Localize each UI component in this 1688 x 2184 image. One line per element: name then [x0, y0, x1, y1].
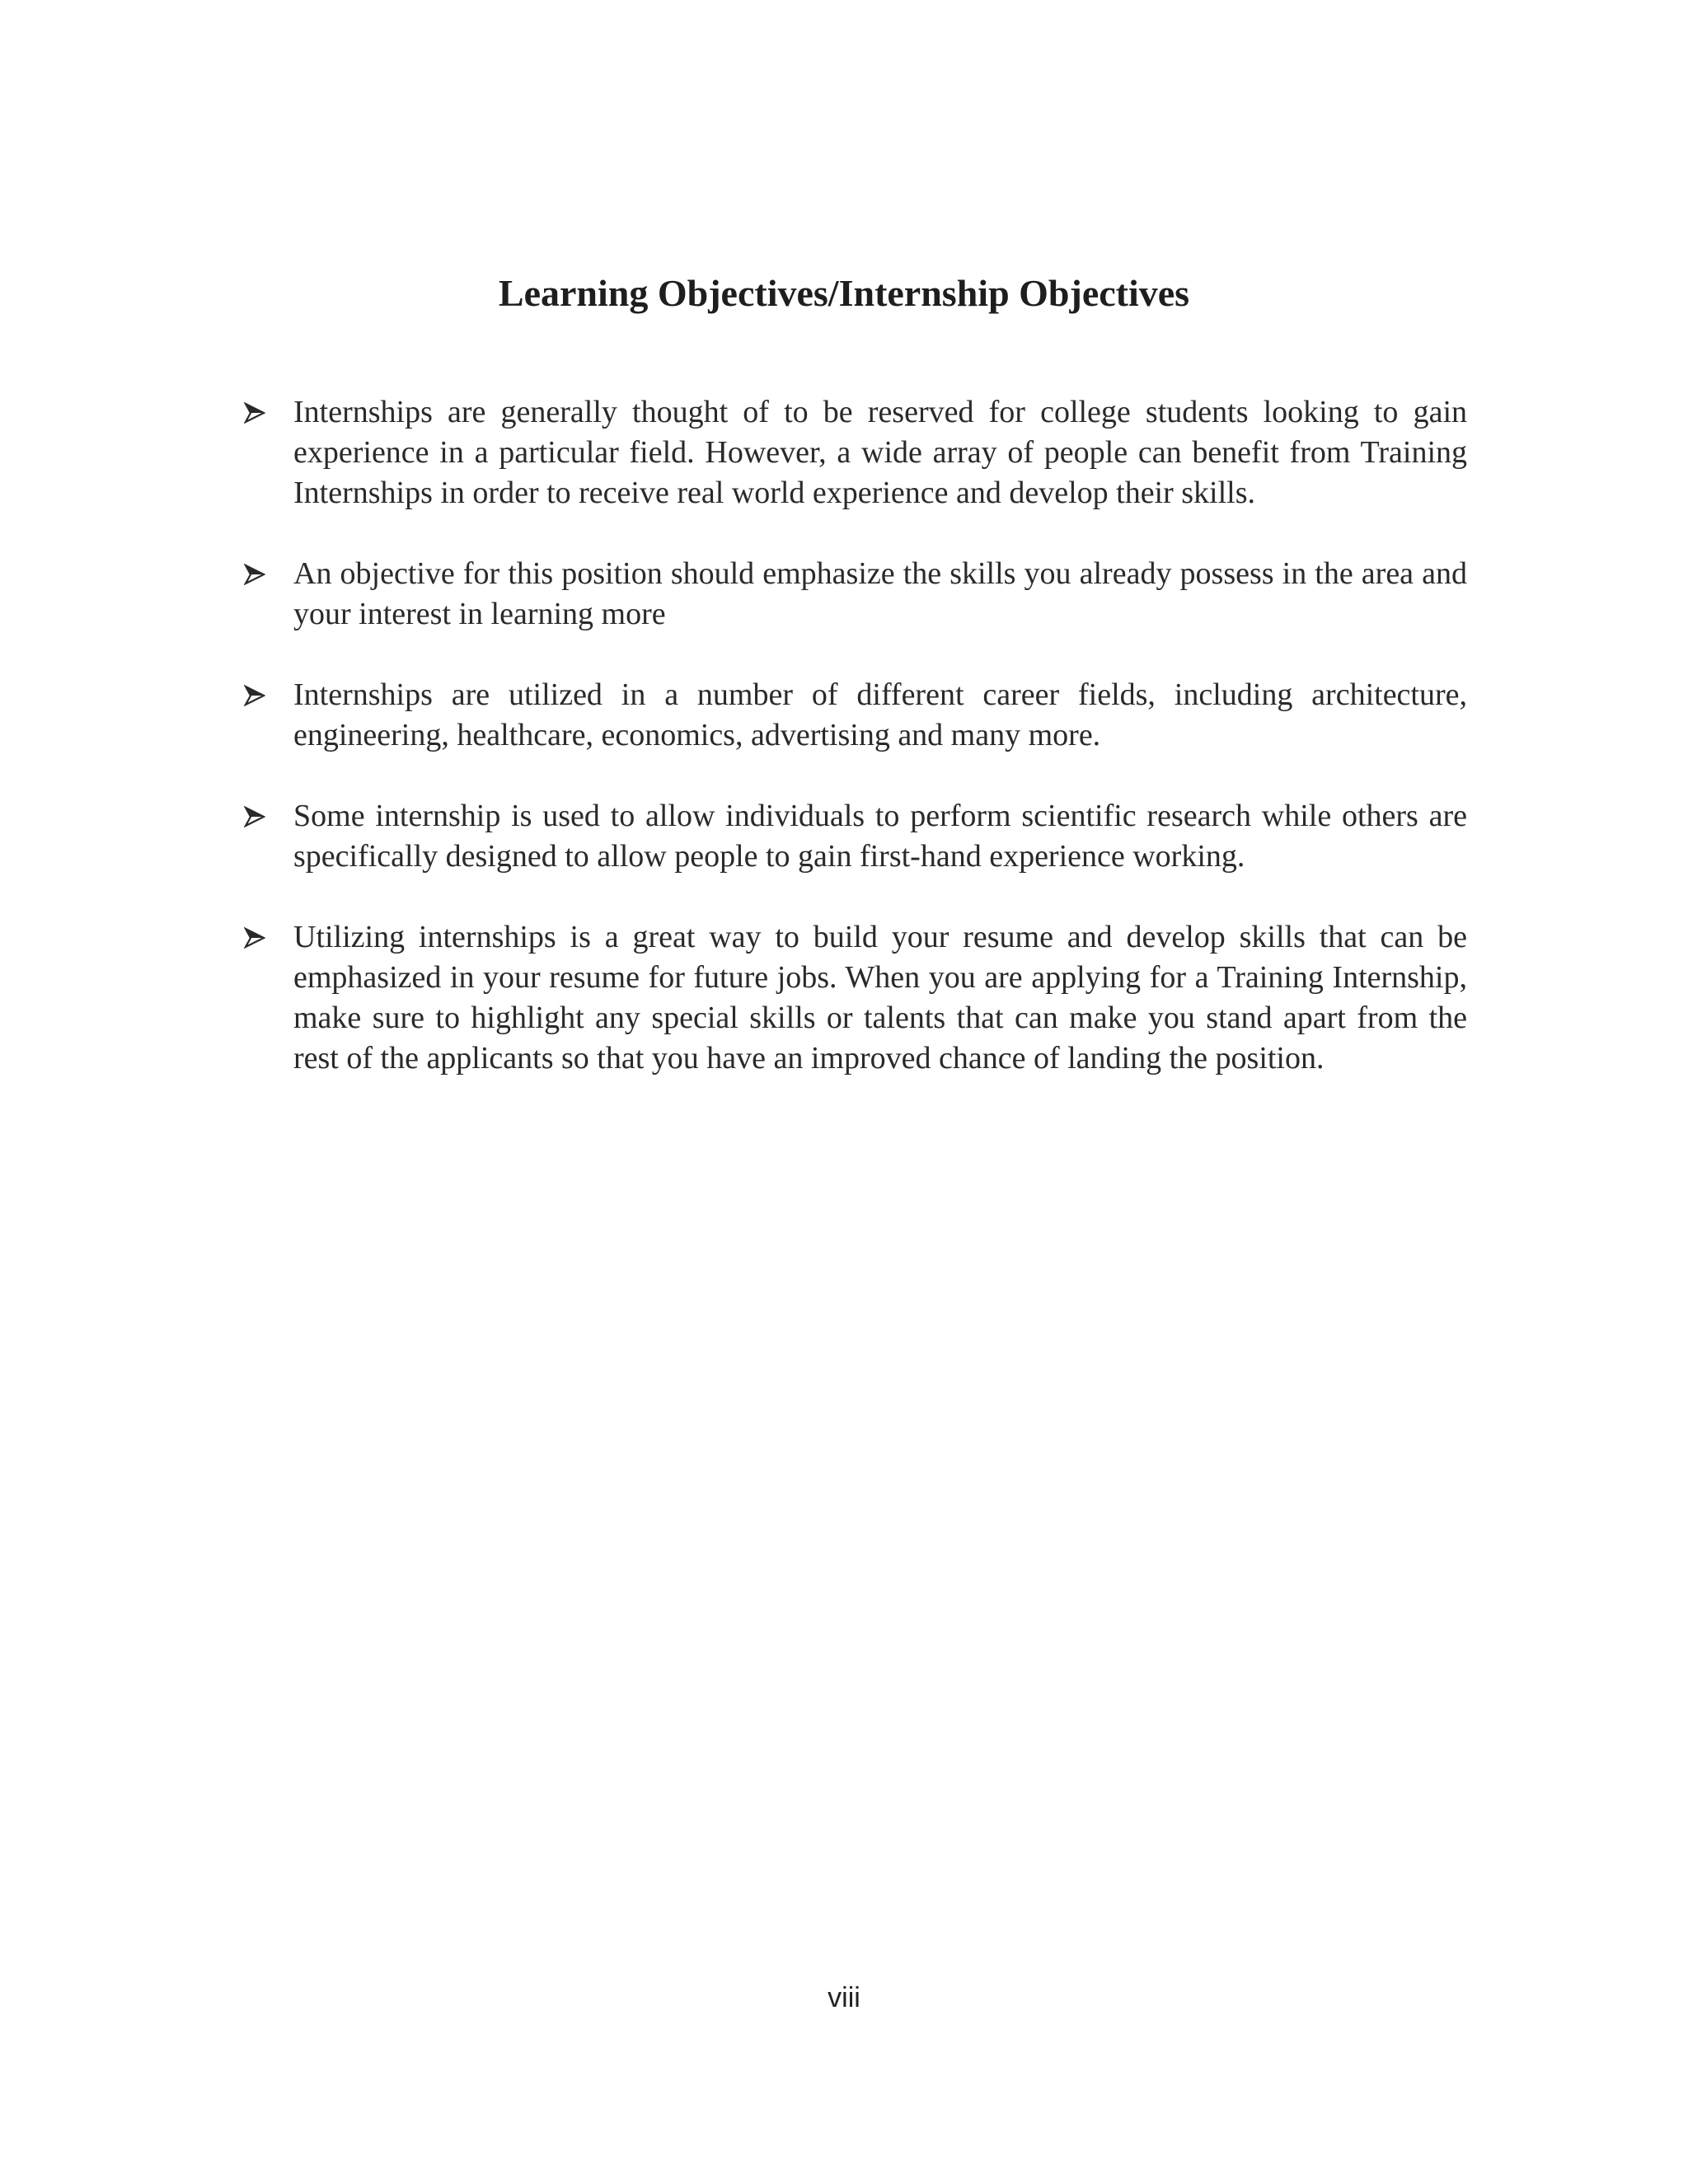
list-item-text: Internships are utilized in a number of different career fields, including architecture, engineering, healthcare, economics, advertising and many more.	[293, 677, 1467, 752]
list-item	[244, 675, 1467, 756]
list-item	[244, 796, 1467, 877]
list-item	[244, 554, 1467, 635]
list-item-text: An objective for this position should emphasize the skills you already possess in the area and your interest in learning more	[293, 556, 1467, 631]
arrowhead-bullet-icon	[244, 685, 265, 706]
arrowhead-bullet-icon	[244, 806, 265, 827]
arrowhead-bullet-icon	[244, 927, 265, 949]
objectives-list	[244, 392, 1467, 1119]
list-item-text: Utilizing internships is a great way to build your resume and develop skills that can be emphasized in your resume for future jobs. When you are applying for a Training Internship, make sure to highlight any special skills or talents that can make you stand apart from the rest of the applicants so that you have an improved chance of landing the position.	[293, 920, 1467, 1076]
list-item-text: Internships are generally thought of to be reserved for college students looking to gain experience in a particular field. However, a wide array of people can benefit from Training Internships in order to receive real world experience and develop their skills.	[293, 395, 1467, 510]
list-item	[244, 917, 1467, 1079]
page-title: Learning Objectives/Internship Objectives	[498, 272, 1190, 314]
arrowhead-bullet-icon	[244, 564, 265, 585]
list-item-text: Some internship is used to allow individuals to perform scientific research while others are specifically designed to allow people to gain first-hand experience working.	[293, 799, 1467, 874]
page-number: viii	[828, 1982, 860, 2013]
list-item	[244, 392, 1467, 513]
arrowhead-bullet-icon	[244, 402, 265, 424]
